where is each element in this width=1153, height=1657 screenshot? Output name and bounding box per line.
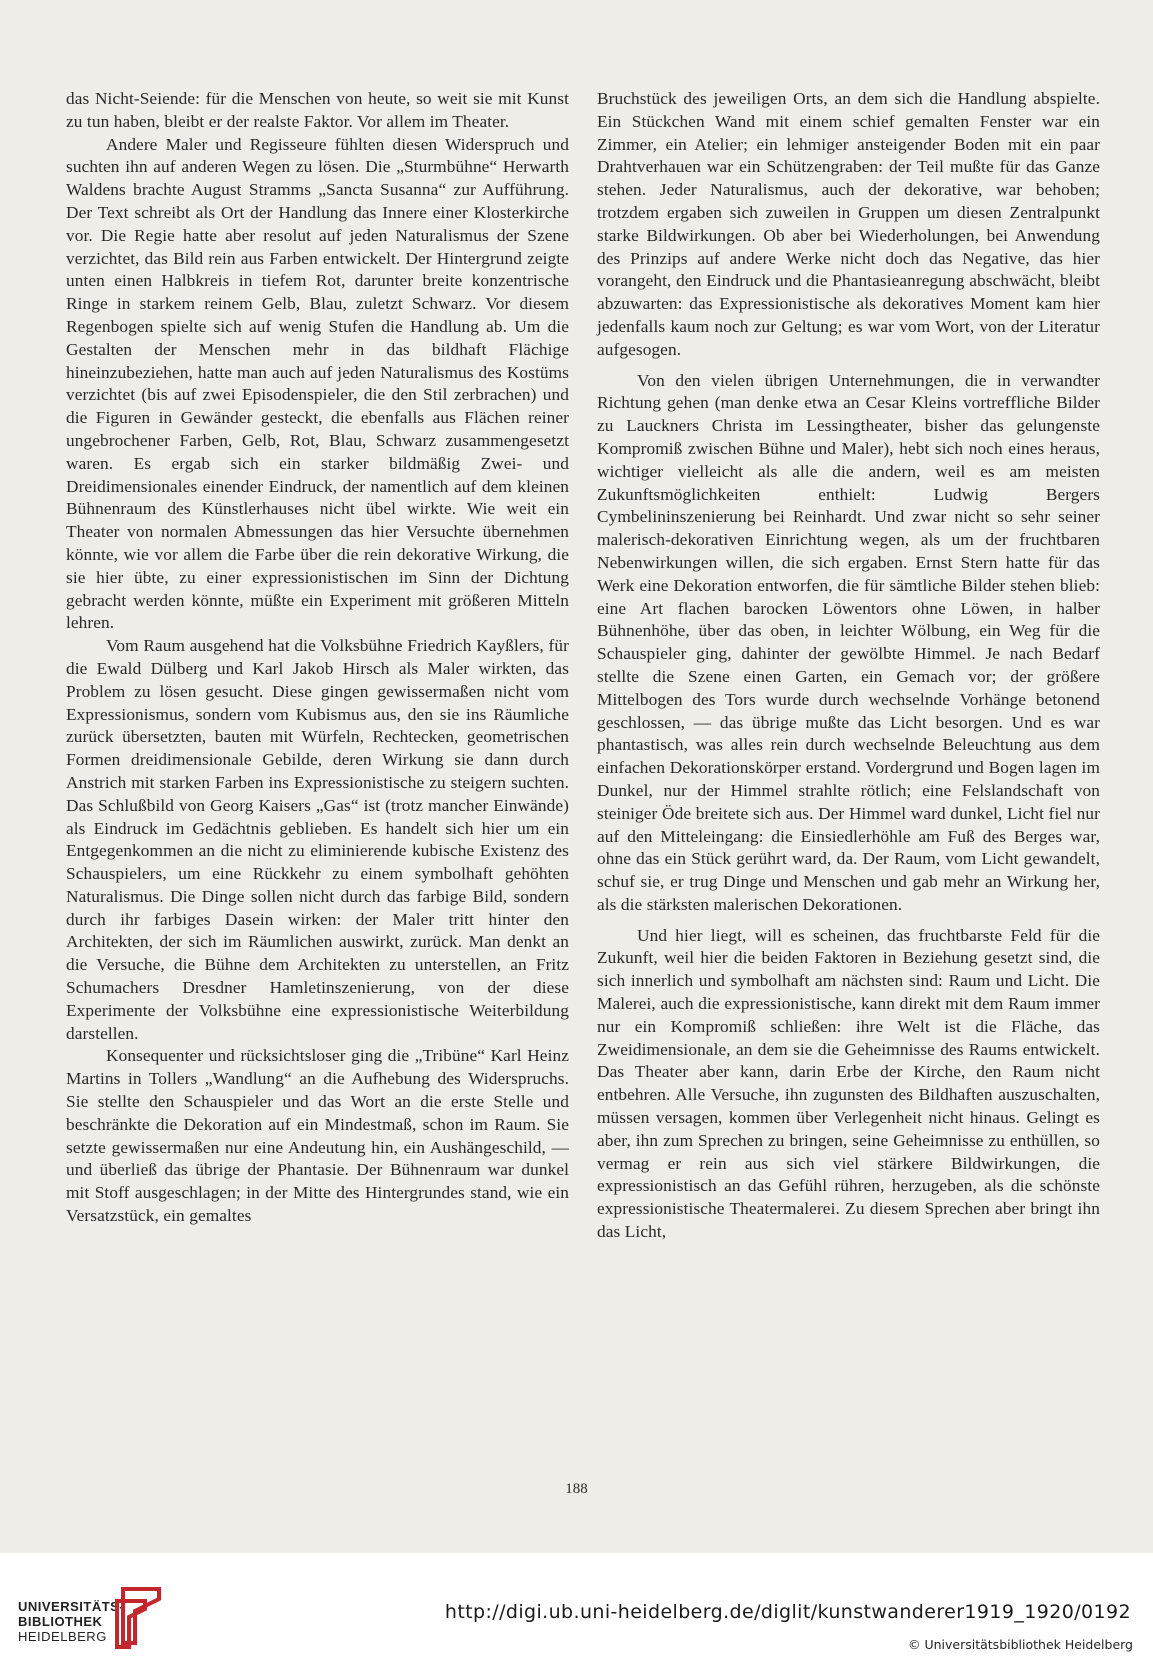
right-paragraph-3: Und hier liegt, will es scheinen, das fruchtbarste Feld für die Zukunft, weil hier die beiden Faktoren in Beziehung gesetzt sind, die sich innerlich und symbolhaft am nächsten sind: Raum und Licht. Die Malerei, auch die expressionistische, kann direkt mit dem Raum immer nur ein Kompromiß schließen: ihre Welt ist die Fläche, das Zweidimensionale, an dem sie die Geheimnisse des Raums entwickelt. Das Theater aber kann, darin Erbe der Kirche, den Raum nicht entbehren. Alle Versuche, ihn zugunsten des Bildhaften auszuschalten, müssen versagen, kommen über Verlegenheit nicht hinaus. Gelingt es aber, ihn zum Sprechen zu bringen, seine Geheimnisse zu enthüllen, so vermag er rein aus sich viel stärkere Bildwirkungen, die expressionistisch an das Gefühl rühren, herzugeben, als die schönste expressionistische Theatermalerei. Zu diesem Sprechen aber bringt ihn das Licht, [597, 925, 1100, 1242]
footer-bar [0, 1553, 1153, 1657]
logo-line-3: HEIDELBERG [18, 1629, 107, 1644]
left-paragraph-4: Konsequenter und rücksichtsloser ging die „Tribüne“ Karl Heinz Martins in Tollers „Wandlung“ an die Aufhebung des Widerspruchs. Sie stellte den Schauspieler und das Wort an die erste Stelle und beschränkte die Dekoration auf ein Mindestmaß, schon im Raum. Sie setzte gewissermaßen nur eine Andeutung hin, ein Aushängeschild, — und überließ das übrige der Phantasie. Der Bühnenraum war dunkel mit Stoff ausgeschlagen; in der Mitte des Hintergrundes stand, wie ein Versatzstück, ein gemaltes [66, 1046, 569, 1226]
left-column [66, 88, 569, 1228]
permalink-url[interactable]: http://digi.ub.uni-heidelberg.de/diglit/kunstwanderer1919_1920/0192 [444, 1601, 1131, 1623]
left-paragraph-3: Vom Raum ausgehend hat die Volksbühne Friedrich Kayßlers, für die Ewald Dülberg und Karl Jakob Hirsch als Maler wirkten, das Problem zu lösen gesucht. Diese gingen gewissermaßen nicht vom Expressionismus, sondern vom Kubismus aus, den sie ins Räumliche zurück übersetzten, bauten mit Würfeln, Rechtecken, geometrischen Formen dreidimensionale Gebilde, deren Wirkung sie dann durch Anstrich mit starken Farben ins Expressionistische zu steigern suchten. Das Schlußbild von Georg Kaisers „Gas“ ist (trotz mancher Einwände) als Eindruck im Gedächtnis geblieben. Es handelt sich hier um ein Entgegenkommen an die nicht zu eliminierende kubische Existenz des Schauspielers, um eine Rückkehr zu einem symbolhaft gehöhten Naturalismus. Die Dinge sollen nicht durch das farbige Bild, sondern durch ihr farbiges Dasein wirken: der Maler tritt hinter den Architekten, der sich im Räumlichen auswirkt, zurück. Man denkt an die Versuche, die Bühne dem Architekten zu unterstellen, an Fritz Schumachers Dresdner Hamletinszenierung, von der diese Experimente der Volksbühne eine expressionistische Weiterbildung darstellen. [66, 636, 569, 1043]
page-number: 188 [565, 1481, 588, 1497]
library-logo-icon[interactable] [113, 1583, 163, 1649]
logo-line-2: BIBLIOTHEK [18, 1614, 103, 1629]
library-logo-text[interactable] [18, 1599, 124, 1644]
logo-line-1: UNIVERSITÄTS- [18, 1599, 125, 1614]
left-paragraph-2: Andere Maler und Regisseure fühlten diesen Widerspruch und suchten ihn auf anderen Wegen zu lösen. Die „Sturmbühne“ Herwarth Waldens brachte August Stramms „Sancta Susanna“ zur Aufführung. Der Text schreibt als Ort der Handlung das Innere einer Klosterkirche vor. Die Regie hatte aber resolut auf jeden Naturalismus der Szene verzichtet, das Bild rein aus Farben entwickelt. Der Hintergrund zeigte unten einen Halbkreis in tiefem Rot, darunter breite konzentrische Ringe in starkem reinem Gelb, Blau, zuletzt Schwarz. Vor diesem Regenbogen spielte sich auf wenig Stufen die Handlung ab. Um die Gestalten der Menschen mehr in das bildhaft Flächige hineinzubeziehen, hatte man auch auf jeden Naturalismus des Kostüms verzichtet (bis auf zwei Episodenspieler, die den Stil zerbrachen) und die Figuren in Gewänder gesteckt, die ebenfalls aus Flächen reiner ungebrochener Farben, Gelb, Rot, Blau, Schwarz zusammengesetzt waren. Es ergab sich ein starker bildmäßig Zwei- und Dreidimensionales einender Eindruck, der namentlich auf dem kleinen Bühnenraum des Künstlerhauses nicht übel wirkte. Wie weit ein Theater von normalen Abmessungen das hier Versuchte übernehmen könnte, wie vor allem die Farbe über die rein dekorative Wirkung, die sie hier übte, zu einer expressionistischen im Sinn der Dichtung gebracht werden könnte, müßte ein Experiment mit größeren Mitteln lehren. [66, 134, 569, 633]
copyright-notice: © Universitätsbibliothek Heidelberg [907, 1637, 1133, 1652]
right-column [597, 88, 1100, 1244]
left-paragraph-1: das Nicht-Seiende: für die Menschen von heute, so weit sie mit Kunst zu tun haben, bleibt er der realste Faktor. Vor allem im Theater. [66, 89, 569, 131]
right-paragraph-1: Bruchstück des jeweiligen Orts, an dem sich die Handlung abspielte. Ein Stückchen Wand mit einem schief gemalten Fenster war ein Zimmer, ein Atelier; ein lehmiger ansteigender Boden mit ein paar Drahtverhauen war ein Schützengraben: der Teil mußte für das Ganze stehen. Jeder Naturalismus, auch der dekorative, war behoben; trotzdem ergaben sich zuweilen in Gruppen um diesen Zentralpunkt starke Bildwirkungen. Ob aber bei Wiederholungen, bei Anwendung des Prinzips auf andere Werke nicht doch das Negative, das hier vorangeht, den Eindruck und die Phantasieanregung abschwächt, bleibt abzuwarten: das Expressionistische als dekoratives Moment kam hier jedenfalls kaum noch zur Geltung; es war vom Wort, von der Literatur aufgesogen. [597, 89, 1100, 359]
right-paragraph-2: Von den vielen übrigen Unternehmungen, die in verwandter Richtung gehen (man denke etwa an Cesar Kleins vortreffliche Bilder zu Lauckners Christa im Lessingtheater, bisher das gelungenste Kompromiß zwischen Bühne und Maler), hebt sich noch eines heraus, wichtiger vielleicht als alle die andern, weil es am meisten Zukunftsmöglichkeiten enthielt: Ludwig Bergers Cymbelininszenierung bei Reinhardt. Und zwar nicht so sehr seiner malerisch-dekorativen Einrichtung wegen, als um der fruchtbaren Nebenwirkungen willen, die sich ergaben. Ernst Stern hatte für das Werk eine Dekoration entworfen, die für sämtliche Bilder stehen blieb: eine Art flachen barocken Löwentors ohne Löwen, in halber Bühnenhöhe, über das oben, in leichter Wölbung, ein Weg für die Schauspieler ging, dahinter der gewölbte Himmel. Je nach Bedarf stellte die Szene einen Garten, ein Gemach vor; der größere Mittelbogen des Tors wurde durch wechselnde Vorhänge betonend geschlossen, — das übrige mußte das Licht besorgen. Und es war phantastisch, was alles rein durch wechselnde Beleuchtung aus dem einfachen Dekorationskörper erstand. Vordergrund und Bogen lagen im Dunkel, nur der Himmel strahlte rötlich; eine Felslandschaft von steiniger Öde breitete sich aus. Der Himmel ward dunkel, Licht fiel nur auf den Mitteleingang: die Einsiedlerhöhle am Fuß des Berges war, ohne das ein Stück gerührt ward, da. Der Raum, vom Licht gewandelt, schuf sie, er trug Dinge und Menschen und gab mehr an Wirkung her, als die stärksten malerischen Dekorationen. [597, 370, 1100, 914]
